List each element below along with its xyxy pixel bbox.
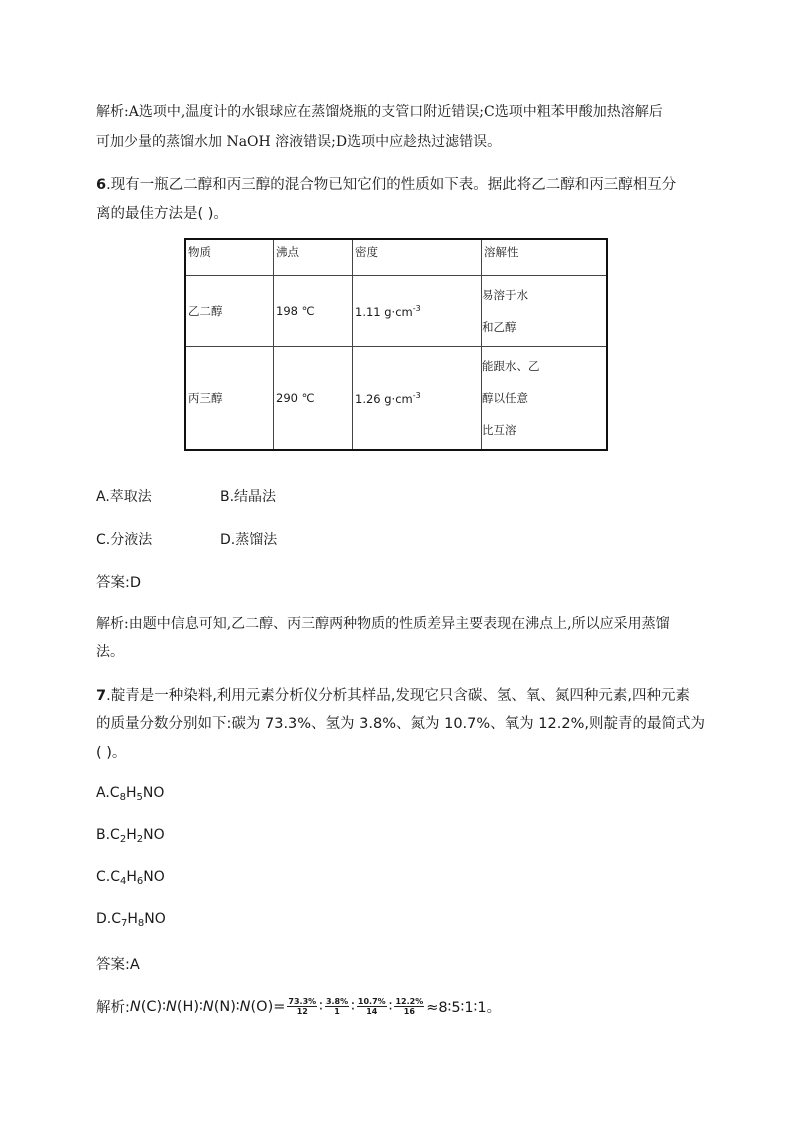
formula-subscript: 2 (119, 834, 127, 845)
solubility-line: 和乙醇 (482, 320, 517, 334)
formula-subscript: 5 (136, 792, 143, 803)
q7-stem-text: .靛青是一种染料,利用元素分析仪分析其样品,发现它只含碳、氢、氧、氮四种元素,四种元素 (106, 688, 691, 704)
table-cell-boiling: 198 ℃ (274, 276, 353, 347)
table-header: 溶解性 (482, 239, 608, 276)
q6-option-a: A.萃取法 (96, 489, 152, 505)
formula-part: NO (144, 911, 166, 927)
formula-subscript: 2 (136, 834, 144, 845)
fraction-oxygen (394, 997, 424, 1016)
formula-part: H (125, 785, 137, 801)
formula-part: NO (142, 785, 165, 801)
formula-part: C.C (96, 869, 121, 885)
property-table (184, 238, 608, 451)
table-header: 密度 (353, 239, 482, 276)
numerator: 3.8% (325, 997, 349, 1006)
numerator: 73.3% (288, 997, 317, 1006)
symbol-o: (O) (250, 998, 274, 1015)
fraction-nitrogen (357, 997, 387, 1016)
q6-stem-line2: 离的最佳方法是( )。 (96, 206, 228, 222)
q6-option-d: D.蒸馏法 (220, 532, 278, 548)
ratio-sep: ∶ (319, 998, 323, 1015)
symbol-h: (H) (176, 998, 200, 1015)
formula-subscript: 7 (121, 918, 128, 929)
table-header: 沸点 (274, 239, 353, 276)
formula-subscript: 8 (137, 918, 145, 929)
ratio-sep: ∶ (388, 998, 393, 1015)
q7-option-a (96, 785, 164, 803)
q6-answer: 答案:D (96, 575, 142, 591)
table-cell-name: 乙二醇 (185, 276, 274, 347)
fraction-carbon (287, 997, 317, 1016)
q7-stem-line1 (96, 684, 690, 705)
ratio-sep: ∶ (162, 998, 166, 1015)
q6-analysis-line1: 解析:由题中信息可知,乙二醇、丙三醇两种物质的性质差异主要表现在沸点上,所以应采用蒸馏 (96, 616, 670, 632)
q7-stem-line3: ( )。 (96, 745, 127, 761)
q7-answer: 答案:A (96, 957, 140, 973)
q6-stem-text: .现有一瓶乙二醇和丙三醇的混合物已知它们的性质如下表。据此将乙二醇和丙三醇相互分 (106, 177, 677, 193)
numerator: 10.7% (357, 997, 386, 1006)
analysis-prefix: 解析: (96, 1000, 130, 1016)
equals-sign: = (273, 998, 286, 1015)
q6-number: 6 (96, 177, 107, 193)
formula-part: A.C (96, 785, 120, 801)
denominator: 14 (366, 1007, 378, 1016)
density-value: 1.26 g·cm (355, 391, 413, 406)
formula-subscript: 8 (119, 792, 126, 803)
numerator: 12.2% (395, 997, 424, 1006)
denominator: 12 (296, 1007, 308, 1016)
q6-option-b: B.结晶法 (220, 489, 277, 505)
density-exponent: -3 (412, 303, 421, 313)
ratio-sep: ∶ (351, 998, 355, 1015)
table-cell-solubility (482, 276, 608, 347)
table-cell-density (353, 347, 482, 451)
formula-subscript: 6 (136, 876, 144, 887)
q6-stem-line1 (96, 173, 676, 194)
q5-analysis-line1: 解析:A选项中,温度计的水银球应在蒸馏烧瓶的支管口附近错误;C选项中粗苯甲酸加热溶解后 (96, 104, 663, 120)
table-cell-density (353, 276, 482, 347)
q6-analysis-line2: 法。 (96, 644, 124, 660)
symbol-n: N (165, 998, 177, 1015)
density-exponent: -3 (412, 390, 421, 400)
formula-part: NO (143, 869, 165, 885)
q7-analysis (96, 996, 501, 1017)
q7-option-d (96, 911, 166, 929)
table-row (185, 276, 607, 347)
q7-number: 7 (96, 688, 107, 704)
table-row (185, 347, 607, 451)
formula-part: B.C (96, 827, 120, 843)
ratio-result: ≈8∶5∶1∶1。 (426, 1000, 502, 1016)
q7-option-c (96, 869, 165, 887)
table-cell-solubility (482, 347, 608, 451)
denominator: 16 (403, 1007, 415, 1016)
solubility-line: 易溶于水 (482, 288, 528, 302)
table-header: 物质 (185, 239, 274, 276)
q7-option-b (96, 827, 165, 845)
symbol-c: (C) (140, 998, 163, 1015)
q7-stem-line2: 的质量分数分别如下:碳为 73.3%、氢为 3.8%、氮为 10.7%、氧为 12.2%,则靛青的最简式为 (96, 716, 705, 732)
ratio-sep: ∶ (199, 998, 203, 1015)
formula-subscript: 4 (120, 876, 127, 887)
q5-analysis-line2: 可加少量的蒸馏水加 NaOH 溶液错误;D选项中应趁热过滤错误。 (96, 134, 502, 150)
symbol-nn: (N) (213, 998, 236, 1015)
formula-part: H (127, 911, 138, 927)
formula-part: D.C (96, 911, 122, 927)
formula-part: H (126, 869, 137, 885)
solubility-line: 醇以任意 (482, 391, 528, 405)
solubility-line: 能跟水、乙 (482, 359, 540, 373)
formula-part: NO (143, 827, 165, 843)
symbol-n: N (129, 998, 141, 1015)
fraction-hydrogen (325, 997, 349, 1016)
denominator: 1 (334, 1007, 340, 1016)
table-header-row (185, 239, 607, 276)
ratio-sep: ∶ (235, 998, 240, 1015)
solubility-line: 比互溶 (482, 423, 517, 437)
density-value: 1.11 g·cm (355, 304, 413, 319)
formula-part: H (126, 827, 137, 843)
symbol-n: N (239, 998, 251, 1015)
symbol-n: N (202, 998, 214, 1015)
table-cell-boiling: 290 ℃ (274, 347, 353, 451)
table-cell-name: 丙三醇 (185, 347, 274, 451)
q6-option-c: C.分液法 (96, 532, 153, 548)
